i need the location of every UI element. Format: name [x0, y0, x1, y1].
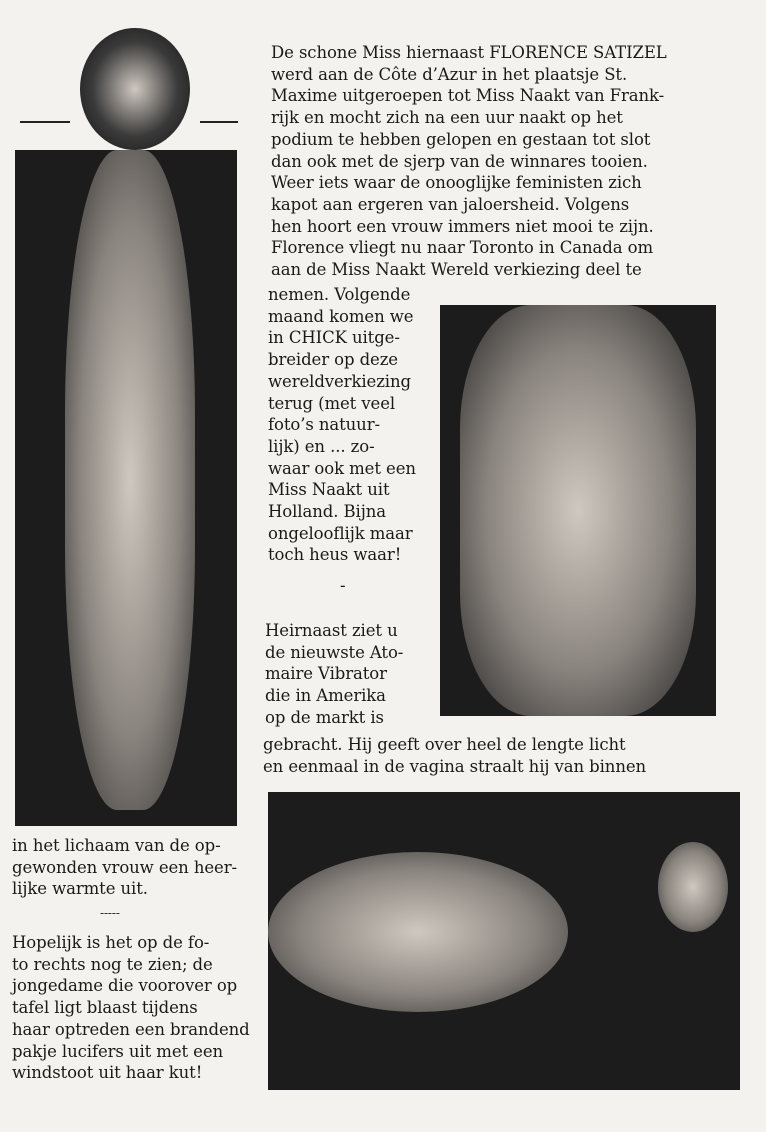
- text-line: podium te hebben gelopen en gestaan tot slot: [271, 129, 651, 149]
- photo-figure: [268, 852, 568, 1012]
- text-line: ongelooflijk maar: [268, 523, 413, 543]
- separator-dashes: -----: [100, 906, 120, 920]
- text-line: lijke warmte uit.: [12, 879, 148, 899]
- text-line: kapot aan ergeren van jaloersheid. Volgens: [271, 194, 630, 214]
- photo-spectator: [658, 842, 728, 932]
- text-line: aan de Miss Naakt Wereld verkiezing deel te: [271, 260, 642, 280]
- closing-paragraph: [12, 932, 250, 1084]
- text-line: in het lichaam van de op-: [12, 836, 221, 855]
- photo-figure: [460, 305, 696, 716]
- header-rule-left: [20, 121, 70, 123]
- left-bottom-paragraph: [12, 835, 237, 900]
- header-rule-right: [200, 121, 238, 123]
- photo-figure: [65, 150, 195, 810]
- text-line: maand komen we: [268, 306, 414, 326]
- text-line: Florence vliegt nu naar Toronto in Canada om: [271, 238, 654, 258]
- narrow-paragraph: [268, 284, 416, 566]
- text-line: Miss Naakt uit: [268, 480, 390, 500]
- text-line: foto’s natuur-: [268, 415, 380, 435]
- text-line: Weer iets waar de onooglijke feministen zich: [271, 173, 642, 193]
- text-line: toch heus waar!: [268, 545, 402, 565]
- separator-dash: -: [340, 576, 346, 595]
- text-line: tafel ligt blaast tijdens: [12, 998, 198, 1018]
- text-line: werd aan de Côte d’Azur in het plaatsje St.: [271, 64, 628, 84]
- text-line: Hopelijk is het op de fo-: [12, 933, 210, 952]
- vibrator-paragraph-narrow: [265, 620, 403, 729]
- text-line: maire Vibrator: [265, 664, 387, 684]
- text-line: Holland. Bijna: [268, 502, 386, 522]
- vibrator-paragraph-wide: [263, 734, 646, 777]
- photo-hair: [80, 28, 190, 150]
- text-line: dan ook met de sjerp van de winnares tooien.: [271, 151, 648, 171]
- text-line: De schone Miss hiernaast FLORENCE SATIZEL: [271, 43, 667, 62]
- text-line: Heirnaast ziet u: [265, 621, 398, 640]
- text-line: en eenmaal in de vagina straalt hij van binnen: [263, 756, 647, 776]
- text-line: lijk) en ... zo-: [268, 436, 375, 456]
- text-line: terug (met veel: [268, 393, 396, 413]
- text-line: hen hoort een vrouw immers niet mooi te zijn.: [271, 216, 654, 236]
- text-line: gebracht. Hij geeft over heel de lengte licht: [263, 735, 626, 754]
- intro-paragraph: [271, 42, 667, 281]
- photo-miss-florence: [15, 150, 237, 826]
- text-line: jongedame die voorover op: [12, 976, 238, 996]
- text-line: op de markt is: [265, 707, 384, 727]
- photo-table-performance: [268, 792, 740, 1090]
- photo-vibrator: [440, 305, 716, 716]
- text-line: waar ook met een: [268, 458, 416, 478]
- text-line: wereldverkiezing: [268, 371, 411, 391]
- text-line: gewonden vrouw een heer-: [12, 857, 237, 877]
- photo-portrait-top: [70, 28, 200, 150]
- text-line: pakje lucifers uit met een: [12, 1041, 224, 1061]
- text-line: windstoot uit haar kut!: [12, 1063, 203, 1083]
- text-line: to rechts nog te zien; de: [12, 954, 213, 974]
- text-line: rijk en mocht zich na een uur naakt op het: [271, 108, 623, 128]
- text-line: in CHICK uitge-: [268, 328, 400, 348]
- text-line: de nieuwste Ato-: [265, 642, 404, 662]
- text-line: Maxime uitgeroepen tot Miss Naakt van Frank-: [271, 86, 665, 106]
- text-line: haar optreden een brandend: [12, 1019, 250, 1039]
- text-line: die in Amerika: [265, 686, 386, 706]
- text-line: nemen. Volgende: [268, 285, 411, 304]
- text-line: breider op deze: [268, 350, 398, 370]
